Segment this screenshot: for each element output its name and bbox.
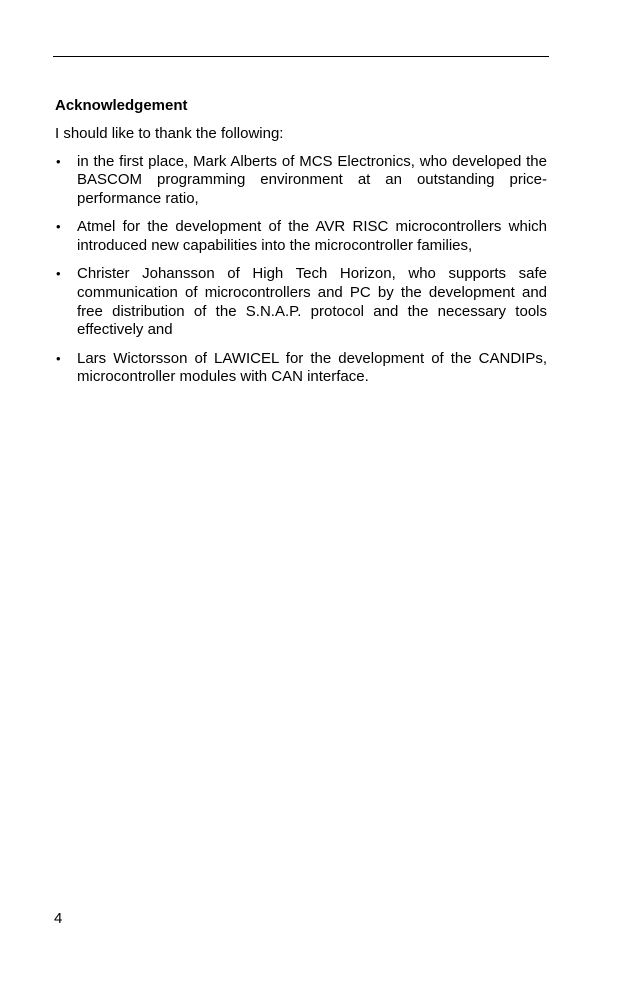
intro-text: I should like to thank the following: — [55, 125, 284, 142]
bullet-icon: • — [56, 153, 61, 169]
list-item — [55, 350, 547, 387]
list-item — [55, 218, 547, 255]
list-item-text: Lars Wictorsson of LAWICEL for the development of the CANDIPs, microcontroller modules with CAN interface. — [77, 349, 547, 386]
list-item-text: Christer Johansson of High Tech Horizon, who supports safe communication of microcontrollers and PC by the development and free distribution of the S.N.A.P. protocol and the necessary tools effectively and — [77, 265, 547, 339]
bullet-icon: • — [56, 350, 61, 366]
list-item — [55, 153, 547, 209]
bullet-icon: • — [56, 266, 61, 282]
list-item-text: in the first place, Mark Alberts of MCS Electronics, who developed the BASCOM programming environment at an outstanding price-performance ratio, — [77, 152, 547, 207]
list-item — [55, 265, 547, 339]
section-heading: Acknowledgement — [55, 97, 188, 114]
acknowledgement-list — [55, 153, 547, 388]
bullet-icon: • — [56, 219, 61, 235]
header-rule — [53, 56, 549, 57]
page-content — [55, 97, 547, 397]
list-item-text: Atmel for the development of the AVR RISC microcontrollers which introduced new capabilities into the microcontroller families, — [77, 218, 547, 254]
page-number: 4 — [54, 910, 63, 927]
